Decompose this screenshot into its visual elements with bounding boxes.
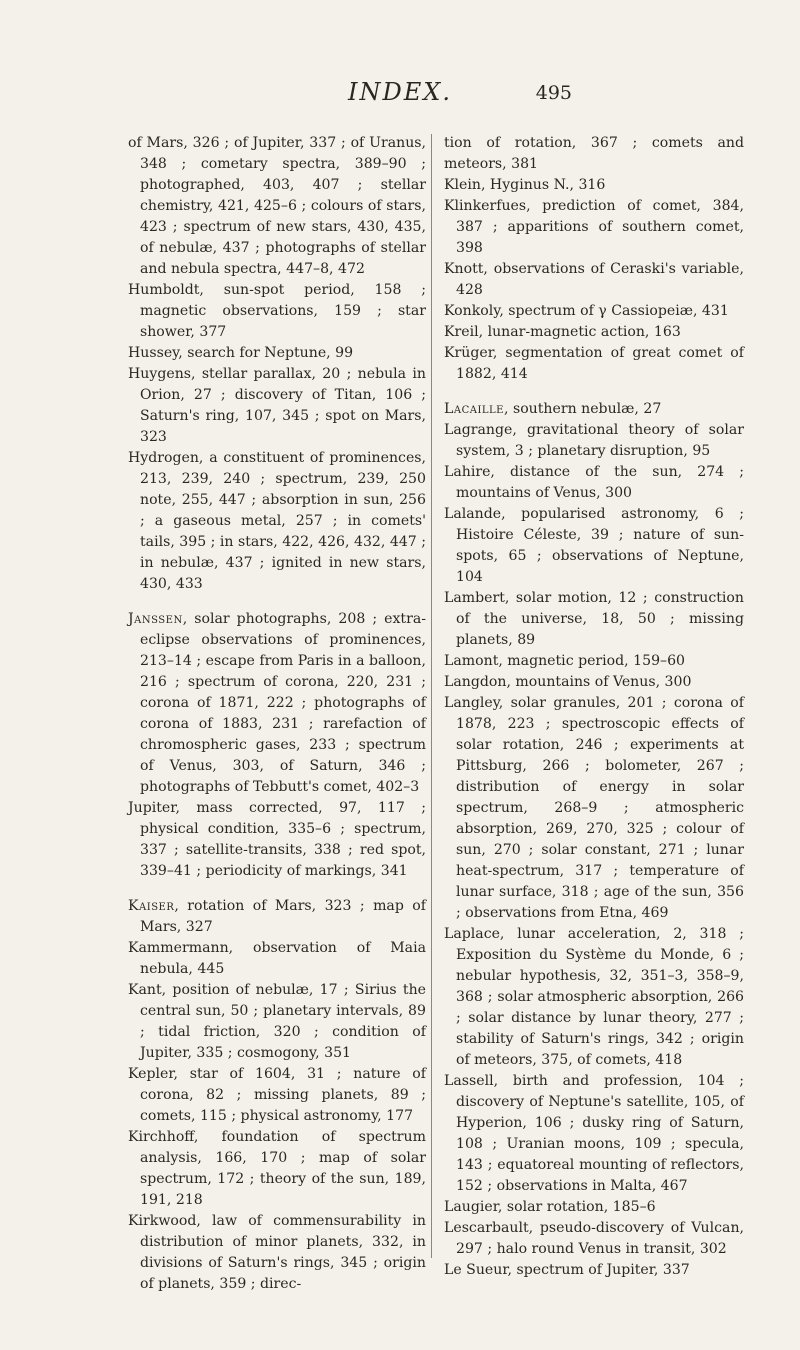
- index-entry-text: Lescarbault, pseudo-discovery of Vulcan, 297 ; halo round Venus in transit, 302: [444, 1220, 744, 1257]
- index-entry: [128, 448, 426, 595]
- index-entry-headword: Janssen: [128, 611, 183, 627]
- column-divider: [431, 134, 432, 1258]
- index-entry: [444, 504, 744, 588]
- index-entry-text: Lalande, popularised astronomy, 6 ; Histoire Céleste, 39 ; nature of sun-spots, 65 ; observations of Neptune, 104: [444, 506, 744, 585]
- index-entry: [128, 798, 426, 882]
- index-entry: [444, 175, 744, 196]
- index-entry-text: Laugier, solar rotation, 185–6: [444, 1199, 656, 1215]
- index-entry: [444, 1197, 744, 1218]
- index-entry: [128, 1211, 426, 1295]
- index-entry-text: Kreil, lunar-magnetic action, 163: [444, 324, 681, 340]
- index-column-left: [128, 133, 426, 1295]
- index-entry: [128, 280, 426, 343]
- index-entry-text: Jupiter, mass corrected, 97, 117 ; physical condition, 335–6 ; spectrum, 337 ; satellite-transits, 338 ; red spot, 339–41 ; periodicity of markings, 341: [128, 800, 426, 879]
- index-entry: [444, 1260, 744, 1281]
- index-entry: [444, 133, 744, 175]
- index-entry-text: , rotation of Mars, 323 ; map of Mars, 327: [140, 898, 426, 935]
- index-entry: [128, 896, 426, 938]
- index-entry: [128, 133, 426, 280]
- index-entry: [444, 399, 744, 420]
- index-entry: [128, 980, 426, 1064]
- index-entry-text: Lassell, birth and profession, 104 ; discovery of Neptune's satellite, 105, of Hyperion, 106 ; dusky ring of Saturn, 108 ; Uranian moons, 109 ; specula, 143 ; equatoreal mounting of reflectors, 152 ; observations in Malta, 467: [444, 1073, 744, 1194]
- index-entry: [444, 322, 744, 343]
- index-entry-text: Huygens, stellar parallax, 20 ; nebula in Orion, 27 ; discovery of Titan, 106 ; Saturn's ring, 107, 345 ; spot on Mars, 323: [128, 366, 426, 445]
- index-entry-text: Kammermann, observation of Maia nebula, 445: [128, 940, 426, 977]
- index-entry: [128, 1064, 426, 1127]
- index-entry-text: Kant, position of nebulæ, 17 ; Sirius the central sun, 50 ; planetary intervals, 89 ; tidal friction, 320 ; condition of Jupiter, 335 ; cosmogony, 351: [128, 982, 426, 1061]
- index-entry: [444, 693, 744, 924]
- index-entry-text: Lamont, magnetic period, 159–60: [444, 653, 686, 669]
- page-number: 495: [535, 82, 572, 104]
- index-entry-text: , solar photographs, 208 ; extra-eclipse observations of prominences, 213–14 ; escape from Paris in a balloon, 216 ; spectrum of corona, 220, 231 ; corona of 1871, 222 ; photographs of corona of 1883, 231 ; rarefaction of chromospheric gases, 233 ; spectrum of Venus, 303, of Saturn, 346 ; photographs of Tebbutt's comet, 402–3: [140, 611, 426, 795]
- index-entry-text: Humboldt, sun-spot period, 158 ; magnetic observations, 159 ; star shower, 377: [128, 282, 426, 340]
- index-entry: [128, 364, 426, 448]
- index-entry-headword: Kaiser: [128, 898, 175, 914]
- index-entry: [444, 462, 744, 504]
- index-entry-text: tion of rotation, 367 ; comets and meteors, 381: [444, 135, 744, 172]
- index-entry-text: Lambert, solar motion, 12 ; construction of the universe, 18, 50 ; missing planets, 89: [444, 590, 744, 648]
- index-entry: [444, 588, 744, 651]
- index-entry-text: Kirkwood, law of commensurability in distribution of minor planets, 332, in divisions of Saturn's rings, 345 ; origin of planets, 359 ; direc-: [128, 1213, 426, 1292]
- index-entry: [444, 1218, 744, 1260]
- index-entry: [128, 609, 426, 798]
- page-title: INDEX.: [348, 78, 452, 106]
- index-entry-text: Kepler, star of 1604, 31 ; nature of corona, 82 ; missing planets, 89 ; comets, 115 ; physical astronomy, 177: [128, 1066, 426, 1124]
- index-entry: [128, 343, 426, 364]
- page-header: [0, 78, 800, 108]
- index-entry-text: Hydrogen, a constituent of prominences, 213, 239, 240 ; spectrum, 239, 250 note, 255, 447 ; absorption in sun, 256 ; a gaseous metal, 257 ; in comets' tails, 395 ; in stars, 422, 426, 432, 447 ; in nebulæ, 437 ; ignited in new stars, 430, 433: [128, 450, 426, 592]
- index-entry: [128, 938, 426, 980]
- index-entry-text: Klein, Hyginus N., 316: [444, 177, 606, 193]
- index-entry-text: Hussey, search for Neptune, 99: [128, 345, 354, 361]
- index-entry-text: Lagrange, gravitational theory of solar system, 3 ; planetary disruption, 95: [444, 422, 744, 459]
- index-entry-text: Klinkerfues, prediction of comet, 384, 387 ; apparitions of southern comet, 398: [444, 198, 744, 256]
- index-entry-text: Le Sueur, spectrum of Jupiter, 337: [444, 1262, 690, 1278]
- index-entry-text: Knott, observations of Ceraski's variable, 428: [444, 261, 744, 298]
- index-entry: [444, 301, 744, 322]
- index-entry-text: of Mars, 326 ; of Jupiter, 337 ; of Uranus, 348 ; cometary spectra, 389–90 ; photographed, 403, 407 ; stellar chemistry, 421, 425–6 ; colours of stars, 423 ; spectrum of new stars, 430, 435, of nebulæ, 437 ; photographs of stellar and nebula spectra, 447–8, 472: [128, 135, 426, 277]
- index-entry: [444, 672, 744, 693]
- index-entry-text: Langley, solar granules, 201 ; corona of 1878, 223 ; spectroscopic effects of solar rotation, 246 ; experiments at Pittsburg, 266 ; bolometer, 267 ; distribution of energy in solar spectrum, 268–9 ; atmospheric absorption, 269, 270, 325 ; colour of sun, 270 ; solar constant, 271 ; lunar heat-spectrum, 317 ; temperature of lunar surface, 318 ; age of the sun, 356 ; observations from Etna, 469: [444, 695, 744, 921]
- index-entry: [444, 343, 744, 385]
- index-entry-text: Konkoly, spectrum of γ Cassiopeiæ, 431: [444, 303, 729, 319]
- index-entry-text: Lahire, distance of the sun, 274 ; mountains of Venus, 300: [444, 464, 744, 501]
- index-entry: [128, 1127, 426, 1211]
- index-entry: [444, 420, 744, 462]
- index-entry: [444, 924, 744, 1071]
- index-entry: [444, 1071, 744, 1197]
- index-entry-text: Kirchhoff, foundation of spectrum analysis, 166, 170 ; map of solar spectrum, 172 ; theory of the sun, 189, 191, 218: [128, 1129, 426, 1208]
- index-entry-text: Langdon, mountains of Venus, 300: [444, 674, 692, 690]
- index-entry-text: Krüger, segmentation of great comet of 1882, 414: [444, 345, 744, 382]
- index-column-right: [444, 133, 744, 1281]
- index-entry-text: Laplace, lunar acceleration, 2, 318 ; Exposition du Système du Monde, 6 ; nebular hypothesis, 32, 351–3, 358–9, 368 ; solar atmospheric absorption, 266 ; solar distance by lunar theory, 277 ; stability of Saturn's rings, 342 ; origin of meteors, 375, of comets, 418: [444, 926, 744, 1068]
- index-entry-text: , southern nebulæ, 27: [504, 401, 662, 417]
- index-entry: [444, 196, 744, 259]
- index-entry: [444, 259, 744, 301]
- index-entry: [444, 651, 744, 672]
- index-entry-headword: Lacaille: [444, 401, 504, 417]
